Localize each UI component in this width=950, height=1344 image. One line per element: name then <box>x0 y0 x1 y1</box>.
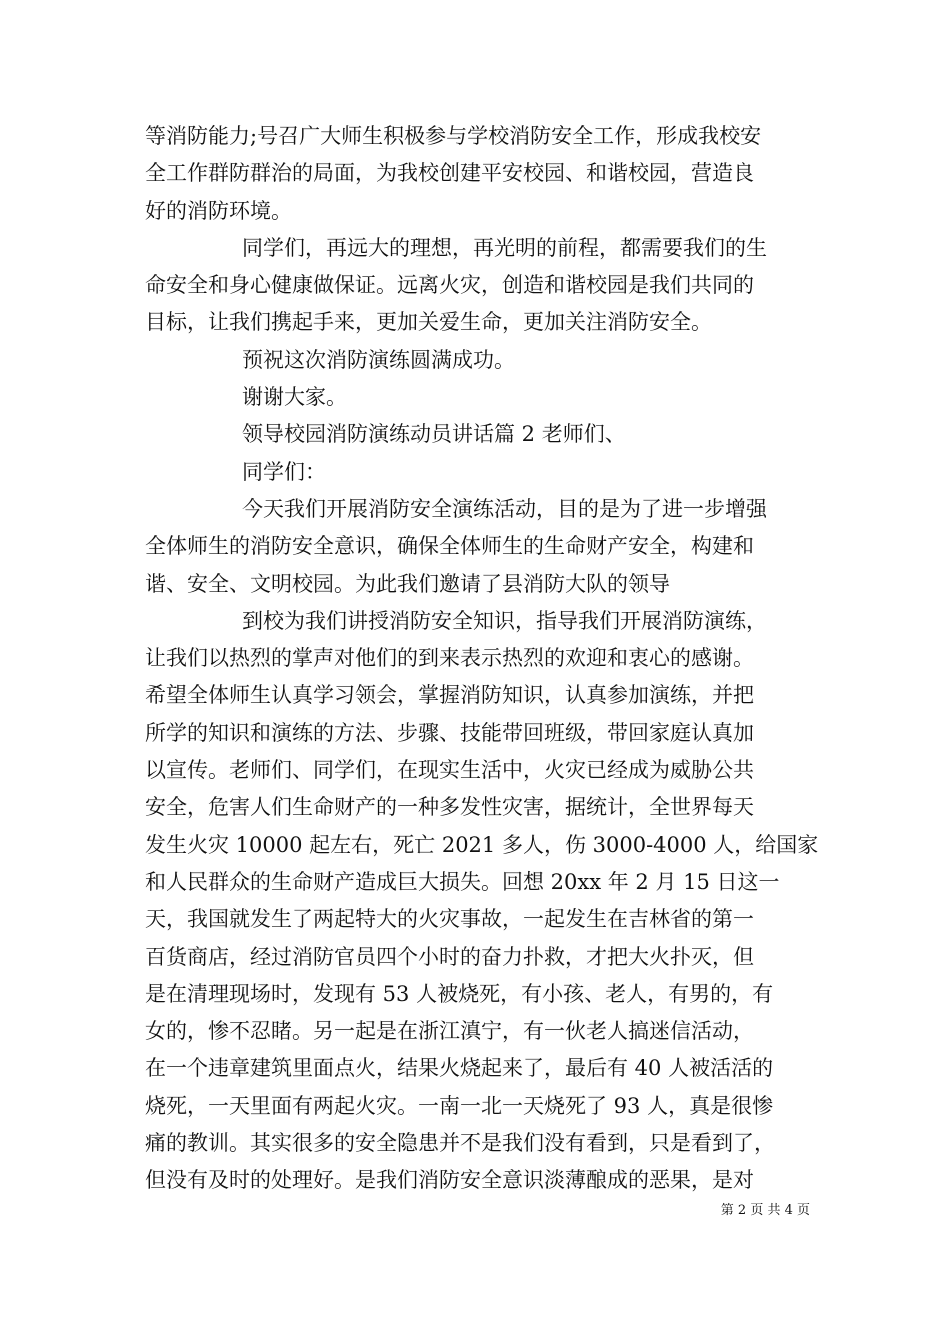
text-line: 所学的知识和演练的方法、步骤、技能带回班级，带回家庭认真加 <box>145 720 754 745</box>
text-line: 今天我们开展消防安全演练活动，目的是为了进一步增强 <box>242 496 767 521</box>
text-line: 发生火灾 10000 起左右，死亡 2021 多人，伤 3000-4000 人，给国家 <box>145 832 819 857</box>
text-line: 同学们，再远大的理想，再光明的前程，都需要我们的生 <box>242 235 767 260</box>
text-line: 在一个违章建筑里面点火，结果火烧起来了，最后有 40 人被活活的 <box>145 1056 774 1081</box>
salutation: 同学们： <box>242 459 326 484</box>
page-number: 第 2 页 共 4 页 <box>720 1203 810 1218</box>
text-line: 安全，危害人们生命财产的一种多发性灾害，据统计，全世界每天 <box>145 795 754 820</box>
text-line: 烧死，一天里面有两起火灾。一南一北一天烧死了 93 人，真是很惨 <box>145 1093 774 1118</box>
text-line: 谢谢大家。 <box>242 385 347 410</box>
text-line: 百货商店，经过消防官员四个小时的奋力扑救，才把大火扑灭，但 <box>145 944 754 969</box>
text-line: 让我们以热烈的掌声对他们的到来表示热烈的欢迎和衷心的感谢。 <box>145 646 754 671</box>
section-heading: 领导校园消防演练动员讲话篇 2 老师们、 <box>242 422 626 447</box>
text-line: 以宣传。老师们、同学们，在现实生活中，火灾已经成为威胁公共 <box>145 758 754 783</box>
text-line: 天，我国就发生了两起特大的火灾事故，一起发生在吉林省的第一 <box>145 907 754 932</box>
text-line: 全体师生的消防安全意识，确保全体师生的生命财产安全，构建和 <box>145 534 754 559</box>
text-line: 全工作群防群治的局面，为我校创建平安校园、和谐校园，营造良 <box>145 161 754 186</box>
text-line: 到校为我们讲授消防安全知识，指导我们开展消防演练， <box>242 608 767 633</box>
text-line: 但没有及时的处理好。是我们消防安全意识淡薄酿成的恶果，是对 <box>145 1168 754 1193</box>
document-body <box>145 118 819 1200</box>
text-line: 希望全体师生认真学习领会，掌握消防知识，认真参加演练，并把 <box>145 683 754 708</box>
text-line: 等消防能力;号召广大师生积极参与学校消防安全工作，形成我校安 <box>145 124 762 148</box>
text-line: 痛的教训。其实很多的安全隐患并不是我们没有看到，只是看到了， <box>145 1131 775 1156</box>
text-line: 和人民群众的生命财产造成巨大损失。回想 20xx 年 2 月 15 日这一 <box>145 869 780 894</box>
text-line: 预祝这次消防演练圆满成功。 <box>242 347 515 372</box>
text-line: 好的消防环境。 <box>145 198 292 223</box>
text-line: 是在清理现场时，发现有 53 人被烧死，有小孩、老人，有男的，有 <box>145 981 774 1006</box>
text-line: 谐、安全、文明校园。为此我们邀请了县消防大队的领导 <box>145 571 670 596</box>
text-line: 目标，让我们携起手来，更加关爱生命，更加关注消防安全。 <box>145 310 712 335</box>
text-line: 命安全和身心健康做保证。远离火灾，创造和谐校园是我们共同的 <box>145 273 754 298</box>
text-line: 女的，惨不忍睹。另一起是在浙江滇宁，有一伙老人搞迷信活动， <box>145 1019 754 1044</box>
